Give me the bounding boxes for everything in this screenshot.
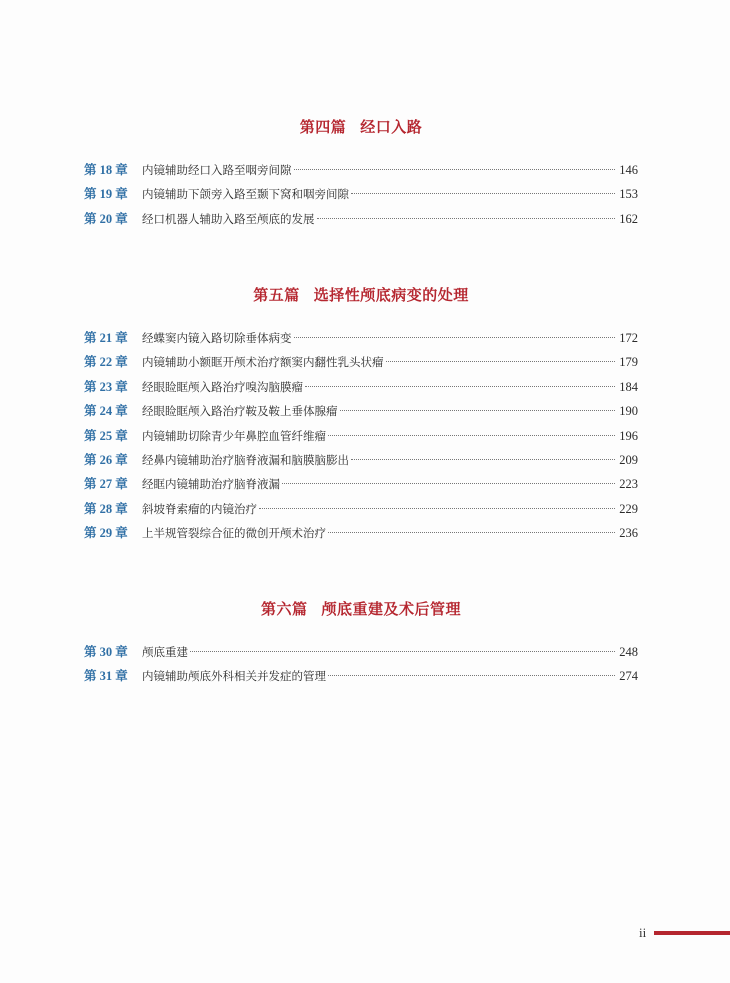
chapter-page: 146 xyxy=(619,163,638,177)
chapter-number: 第 24 章 xyxy=(84,404,128,419)
chapter-title: 经眶内镜辅助治疗脑脊液漏 xyxy=(142,477,280,492)
chapter-page: 153 xyxy=(619,187,638,202)
chapter-title: 上半规管裂综合征的微创开颅术治疗 xyxy=(142,526,326,541)
toc-entry[interactable] xyxy=(84,664,638,688)
part-heading xyxy=(84,284,638,306)
chapter-number: 第 20 章 xyxy=(84,211,128,226)
toc-entry[interactable] xyxy=(84,640,638,664)
toc-entry[interactable] xyxy=(84,375,638,399)
chapter-number: 第 21 章 xyxy=(84,331,128,345)
chapter-page: 274 xyxy=(619,669,638,684)
chapter-page: 209 xyxy=(619,452,638,467)
part-title: 选择性颅底病变的处理 xyxy=(313,286,469,304)
dot-leader xyxy=(328,435,615,436)
toc-entry[interactable] xyxy=(84,350,638,374)
dot-leader xyxy=(305,386,615,387)
part-title: 颅底重建及术后管理 xyxy=(321,600,462,618)
chapter-number: 第 22 章 xyxy=(84,355,128,370)
chapter-title: 内镜辅助切除青少年鼻腔血管纤维瘤 xyxy=(142,428,326,443)
toc-entry[interactable] xyxy=(84,399,638,423)
chapter-title: 内镜辅助经口入路至咽旁间隙 xyxy=(142,163,292,177)
chapter-number: 第 18 章 xyxy=(84,163,128,177)
dot-leader xyxy=(190,651,615,652)
dot-leader xyxy=(317,218,616,219)
dot-leader xyxy=(282,483,615,484)
chapter-page: 236 xyxy=(619,526,638,541)
dot-leader xyxy=(328,532,615,533)
toc-entry[interactable] xyxy=(84,472,638,496)
chapter-title: 内镜辅助下颌旁入路至颞下窝和咽旁间隙 xyxy=(142,187,349,202)
part-section xyxy=(84,284,638,546)
chapter-title: 经口机器人辅助入路至颅底的发展 xyxy=(142,211,315,226)
part-section xyxy=(84,598,638,689)
chapter-page: 190 xyxy=(619,404,638,419)
chapter-page: 172 xyxy=(619,331,638,345)
toc-entry[interactable] xyxy=(84,497,638,521)
dot-leader xyxy=(328,675,615,676)
chapter-title: 经鼻内镜辅助治疗脑脊液漏和脑膜脑膨出 xyxy=(142,452,349,467)
chapter-title: 斜坡脊索瘤的内镜治疗 xyxy=(142,501,257,516)
chapter-page: 229 xyxy=(619,501,638,516)
chapter-page: 184 xyxy=(619,379,638,394)
part-label: 第五篇 xyxy=(253,286,300,304)
chapter-number: 第 26 章 xyxy=(84,452,128,467)
dot-leader xyxy=(351,193,615,194)
toc-entry[interactable] xyxy=(84,158,638,182)
chapter-title: 颅底重建 xyxy=(142,645,188,659)
chapter-number: 第 30 章 xyxy=(84,645,128,659)
dot-leader xyxy=(351,459,615,460)
chapter-number: 第 28 章 xyxy=(84,501,128,516)
chapter-page: 179 xyxy=(619,355,638,370)
dot-leader xyxy=(259,508,615,509)
chapter-page: 162 xyxy=(619,211,638,226)
dot-leader xyxy=(294,337,616,338)
chapter-title: 内镜辅助颅底外科相关并发症的管理 xyxy=(142,669,326,684)
chapter-number: 第 31 章 xyxy=(84,669,128,684)
chapter-title: 内镜辅助小额眶开颅术治疗额窦内翻性乳头状瘤 xyxy=(142,355,384,370)
chapter-number: 第 29 章 xyxy=(84,526,128,541)
chapter-number: 第 19 章 xyxy=(84,187,128,202)
part-label: 第六篇 xyxy=(260,600,308,618)
chapter-title: 经蝶窦内镜入路切除垂体病变 xyxy=(142,331,292,345)
part-heading xyxy=(84,598,638,620)
toc-entry[interactable] xyxy=(84,182,638,206)
part-label: 第四篇 xyxy=(299,118,347,136)
chapter-title: 经眼睑眶颅入路治疗鞍及鞍上垂体腺瘤 xyxy=(142,404,338,419)
toc-entry[interactable] xyxy=(84,424,638,448)
part-heading xyxy=(84,116,638,138)
toc-entry[interactable] xyxy=(84,521,638,545)
dot-leader xyxy=(340,410,616,411)
toc-entry[interactable] xyxy=(84,207,638,231)
page-number: ii xyxy=(639,925,647,940)
part-title: 经口入路 xyxy=(360,118,423,136)
chapter-page: 248 xyxy=(619,645,638,659)
chapter-number: 第 27 章 xyxy=(84,477,128,492)
dot-leader xyxy=(294,169,616,170)
chapter-number: 第 25 章 xyxy=(84,428,128,443)
toc-entry[interactable] xyxy=(84,448,638,472)
chapter-page: 196 xyxy=(619,428,638,443)
chapter-number: 第 23 章 xyxy=(84,379,128,394)
chapter-page: 223 xyxy=(619,477,638,492)
toc-entry[interactable] xyxy=(84,326,638,350)
dot-leader xyxy=(386,361,616,362)
chapter-title: 经眼睑眶颅入路治疗嗅沟脑膜瘤 xyxy=(142,379,303,394)
part-section xyxy=(84,116,638,231)
footer-accent-bar xyxy=(654,931,730,935)
